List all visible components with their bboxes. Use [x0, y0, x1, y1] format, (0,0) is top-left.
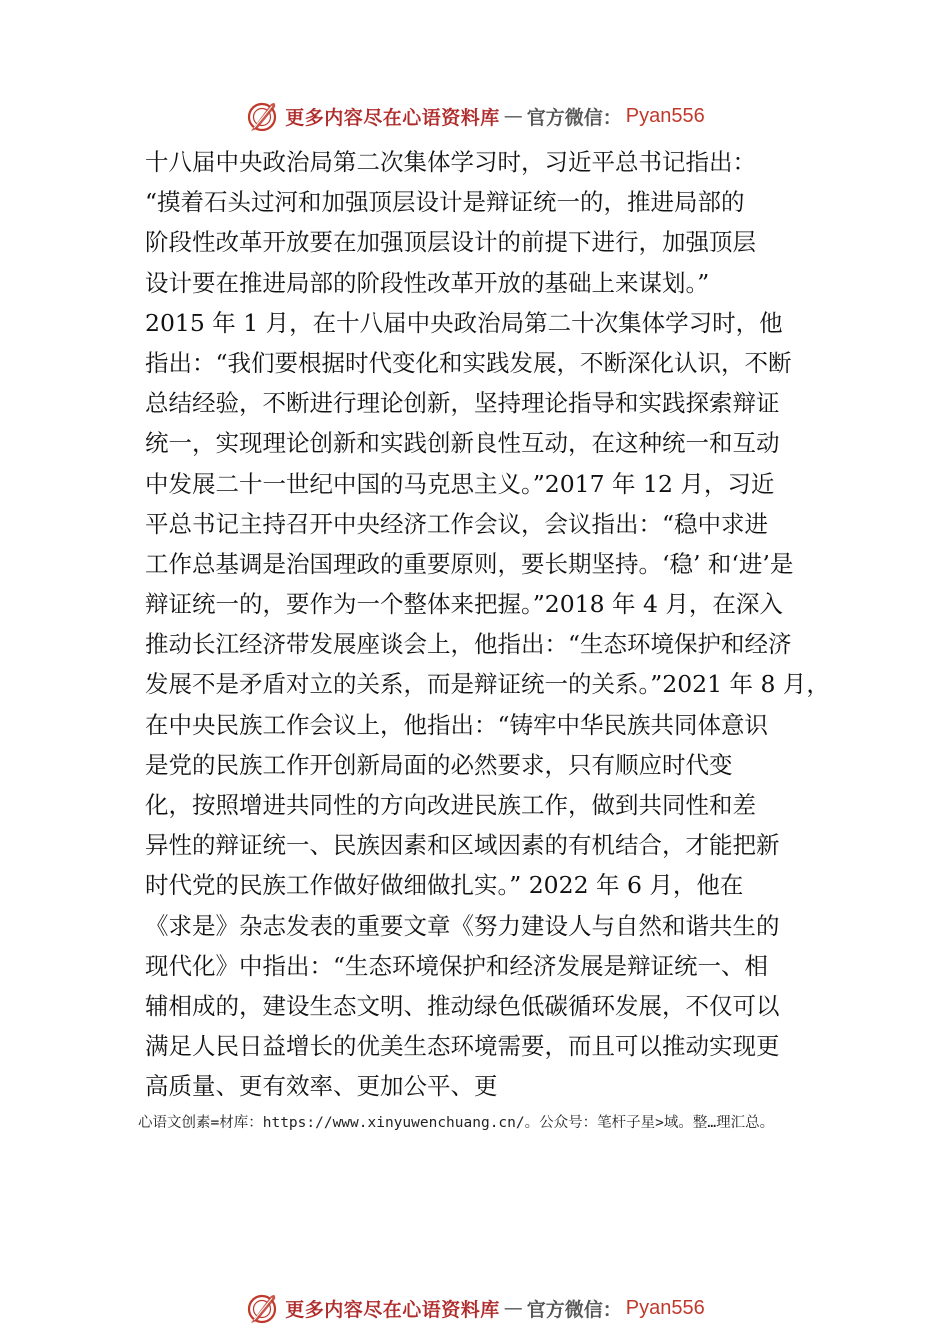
banner-dash: — — [503, 105, 523, 127]
body-line: 化，按照增进共同性的方向改进民族工作，做到共同性和差 — [145, 791, 756, 819]
body-line: 设计要在推进局部的阶段性改革开放的基础上来谋划。” — [145, 268, 710, 297]
body-line: 推动长江经济带发展座谈会上，他指出：“生态环境保护和经济 — [145, 630, 792, 659]
banner-wechat-id: Pyan556 — [625, 1296, 705, 1319]
body-line: 指出：“我们要根据时代变化和实践发展，不断深化认识，不断 — [145, 348, 792, 377]
body-line: 十八届中央政治局第二次集体学习时，习近平总书记指出： — [145, 148, 756, 176]
source-footnote: 心语文创素=材库：https://www.xinyuwenchuang.cn/。公众号：笔杆子星>域。整…理汇总。 — [138, 1115, 775, 1131]
body-line: “摸着石头过河和加强顶层设计是辩证统一的，推进局部的 — [145, 188, 745, 217]
body-line: 统一，实现理论创新和实践创新良性互动，在这种统一和互动 — [145, 429, 780, 458]
body-line: 工作总基调是治国理政的重要原则，要长期坚持。‘稳’ 和‘进’是 — [145, 549, 794, 578]
footer-banner — [0, 1286, 950, 1330]
body-line: 现代化》中指出：“生态环境保护和经济发展是辩证统一、相 — [145, 951, 769, 980]
body-line: 阶段性改革开放要在加强顶层设计的前提下进行，加强顶层 — [145, 228, 756, 257]
banner-title: 更多内容尽在心语资料库 — [285, 106, 500, 129]
article-body — [145, 142, 830, 1107]
header-banner — [0, 94, 950, 138]
banner-subtitle: 官方微信： — [526, 106, 622, 129]
quill-seal-icon — [245, 1290, 281, 1326]
body-line: 是党的民族工作开创新局面的必然要求，只有顺应时代变 — [145, 750, 733, 779]
header-banner-content — [245, 98, 705, 134]
banner-subtitle: 官方微信： — [526, 1298, 622, 1321]
body-line: 发展不是矛盾对立的关系，而是辩证统一的关系。”2021 年 8 月， — [145, 670, 830, 699]
body-line: 中发展二十一世纪中国的马克思主义。”2017 年 12 月，习近 — [145, 469, 775, 498]
body-line: 平总书记主持召开中央经济工作会议，会议指出：“稳中求进 — [145, 509, 769, 538]
banner-title: 更多内容尽在心语资料库 — [285, 1298, 500, 1321]
body-line: 辩证统一的，要作为一个整体来把握。”2018 年 4 月，在深入 — [145, 590, 783, 619]
body-line: 辅相成的，建设生态文明、推动绿色低碳循环发展，不仅可以 — [145, 991, 780, 1020]
banner-dash: — — [503, 1297, 523, 1319]
body-line: 总结经验，不断进行理论创新，坚持理论指导和实践探索辩证 — [145, 389, 780, 418]
body-line: 满足人民日益增长的优美生态环境需要，而且可以推动实现更 — [145, 1032, 780, 1061]
body-line: 高质量、更有效率、更加公平、更 — [145, 1072, 498, 1101]
body-line: 2015 年 1 月，在十八届中央政治局第二十次集体学习时，他 — [145, 308, 783, 337]
footer-banner-content — [245, 1290, 705, 1326]
banner-wechat-id: Pyan556 — [625, 104, 705, 127]
quill-seal-icon — [245, 98, 281, 134]
body-line: 在中央民族工作会议上，他指出：“铸牢中华民族共同体意识 — [145, 710, 769, 739]
body-line: 《求是》杂志发表的重要文章《努力建设人与自然和谐共生的 — [145, 911, 780, 940]
body-line: 异性的辩证统一、民族因素和区域因素的有机结合，才能把新 — [145, 831, 780, 860]
body-line: 时代党的民族工作做好做细做扎实。” 2022 年 6 月，他在 — [145, 871, 744, 900]
